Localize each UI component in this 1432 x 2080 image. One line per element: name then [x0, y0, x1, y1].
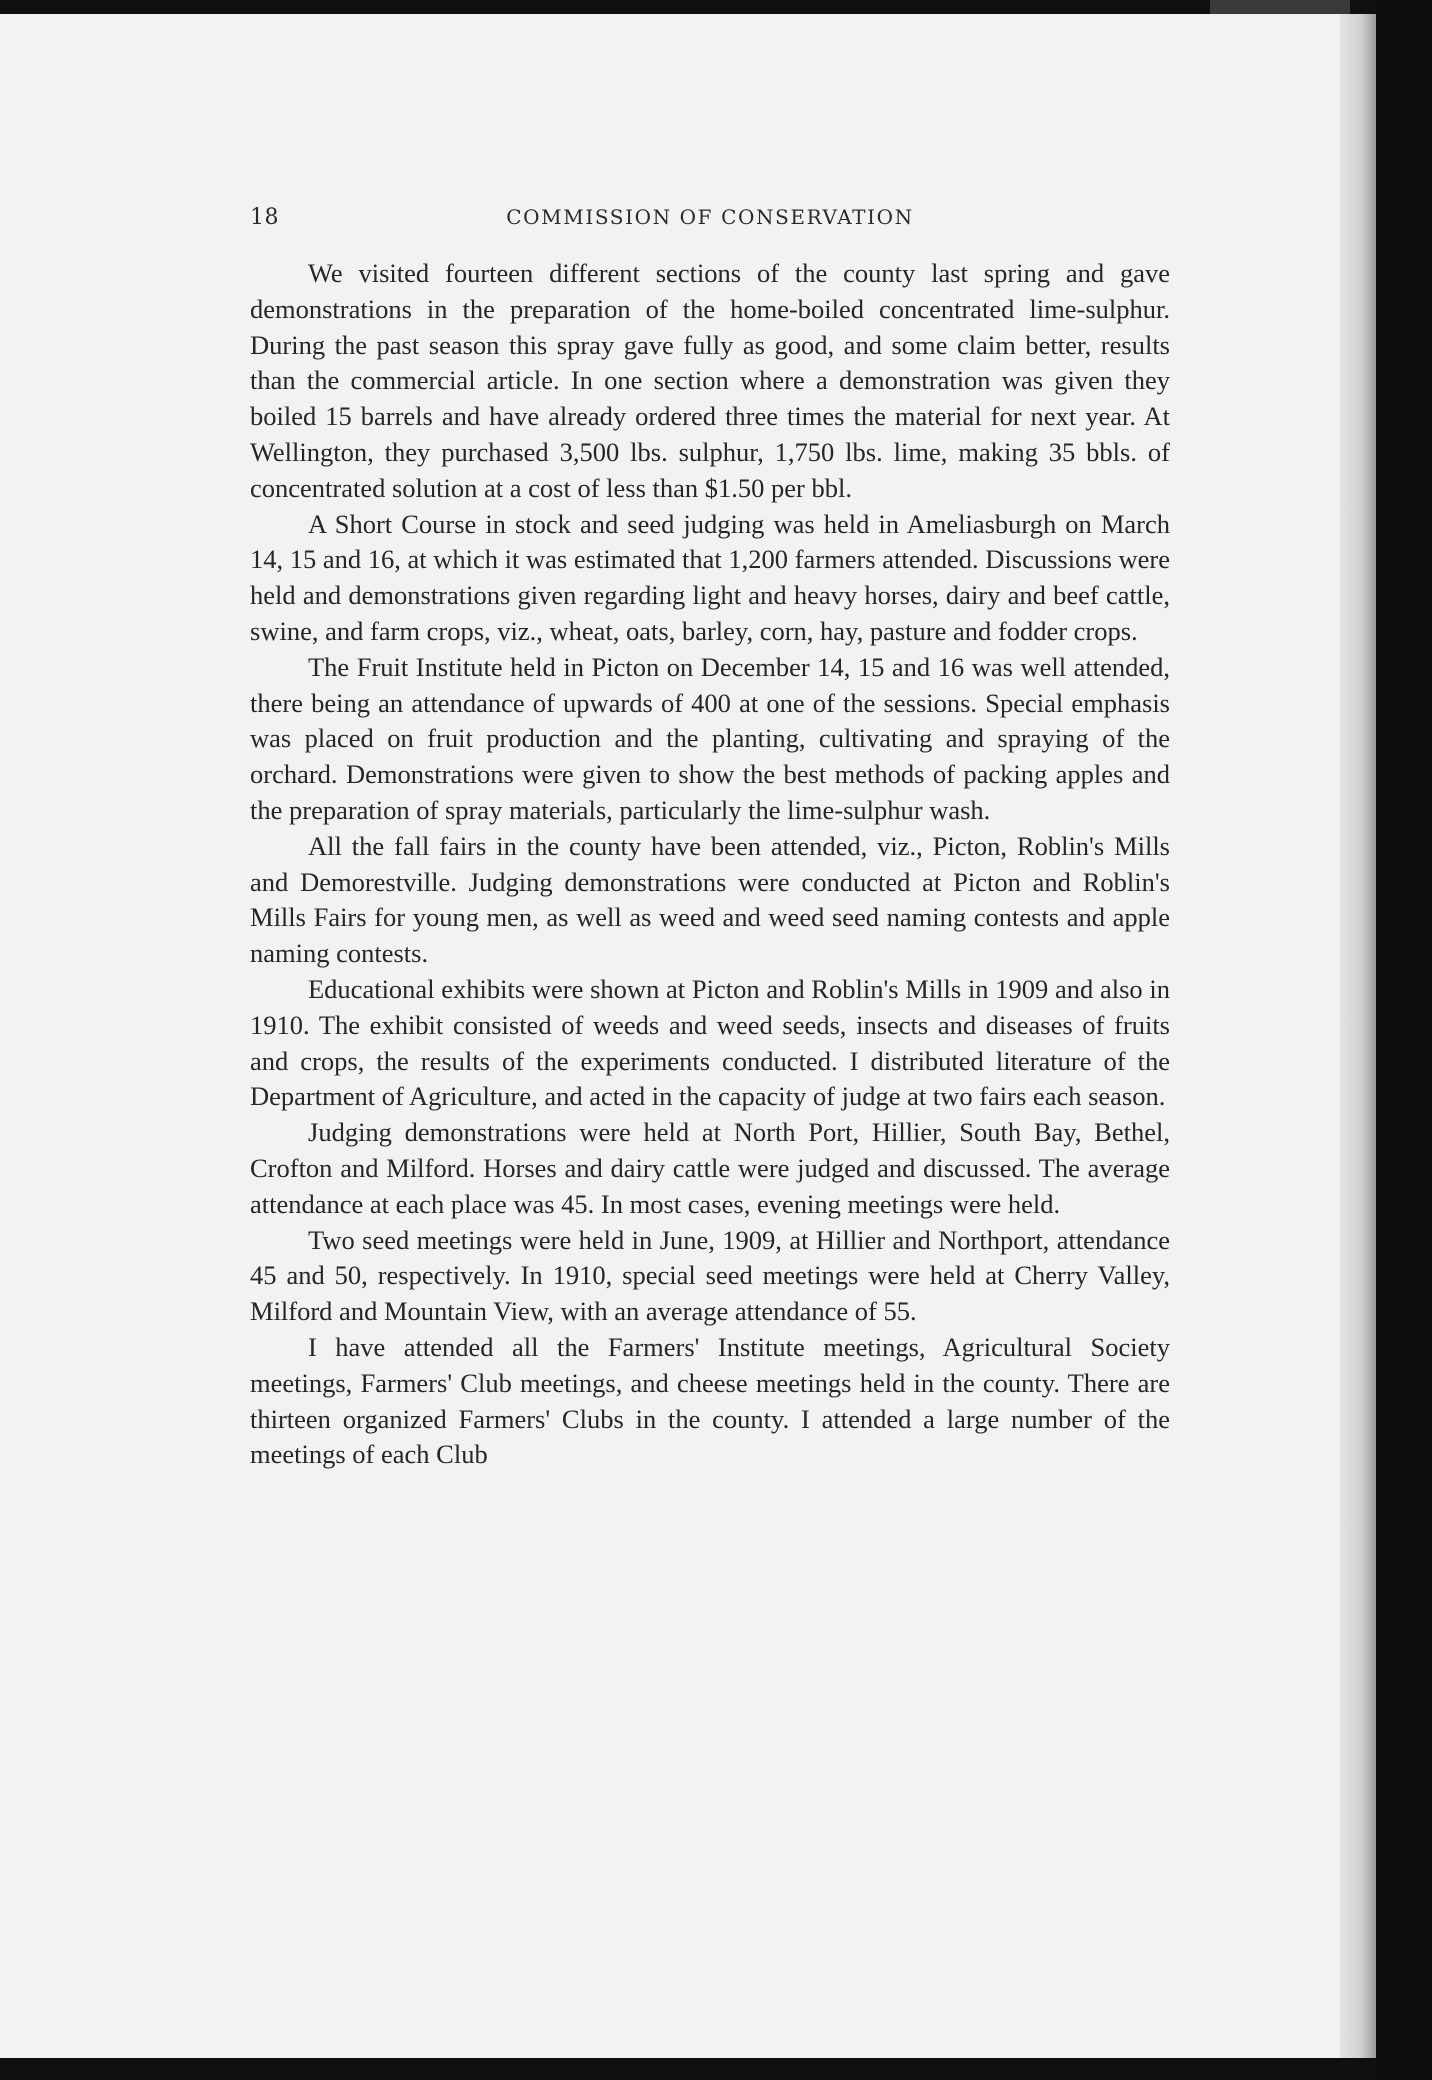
paragraph-seed-meetings: Two seed meetings were held in June, 1909, at Hillier and Northport, attendance 45 and 50, respectively. In 1910, special seed meetings were held at Cherry Valley, Milford and Mountain View, with an average attendance of 55. — [250, 1224, 1170, 1327]
paragraph-lime-sulphur: We visited fourteen different sections of the county last spring and gave demonstrations in the preparation of the home-boiled concentrated lime-sulphur. During the past season this spray gave fully as good, and some claim better, results than the commercial article. In one section where a demonstration was given they boiled 15 barrels and have already ordered three times the material for next year. At Wellington, they purchased 3,500 lbs. sulphur, 1,750 lbs. lime, making 35 bbls. of concentrated solution at a cost of less than $1.50 per bbl. — [250, 258, 1170, 503]
paragraph-fall-fairs: All the fall fairs in the county have been attended, viz., Picton, Roblin's Mills and Demorestville. Judging demonstrations were conducted at Picton and Roblin's Mills Fairs for young men, as well as weed and weed seed naming contests and apple naming contests. — [250, 830, 1170, 969]
running-head-title: COMMISSION OF CONSERVATION — [506, 205, 914, 229]
scan-right-border — [1376, 0, 1432, 2080]
paragraph-educational-exhibits: Educational exhibits were shown at Picton and Roblin's Mills in 1909 and also in 1910. The exhibit consisted of weeds and weed seeds, insects and diseases of fruits and crops, the results of the experiments conducted. I distributed literature of the Department of Agriculture, and acted in the capacity of judge at two fairs each season. — [250, 973, 1170, 1112]
running-head — [250, 205, 1170, 241]
paragraph-judging-demonstrations: Judging demonstrations were held at North Port, Hillier, South Bay, Bethel, Crofton and Milford. Horses and dairy cattle were judged and discussed. The average attendance at each place was 45. In most cases, evening meetings were held. — [250, 1117, 1170, 1219]
paragraph-farmers-meetings: I have attended all the Farmers' Institute meetings, Agricultural Society meetings, Farmers' Club meetings, and cheese meetings held in the county. There are thirteen organized Farmers' Clubs in the county. I attended a large number of the meetings of each Club — [250, 1331, 1170, 1470]
scan-top-strip — [1210, 0, 1350, 14]
paragraph-short-course: A Short Course in stock and seed judging was held in Ameliasburgh on March 14, 15 and 16, at which it was estimated that 1,200 farmers attended. Discussions were held and demonstrations given regarding light and heavy horses, dairy and beef cattle, swine, and farm crops, viz., wheat, oats, barley, corn, hay, pasture and fodder crops. — [250, 508, 1170, 646]
page-edge-shadow — [1340, 14, 1376, 2058]
paragraph-fruit-institute: The Fruit Institute held in Picton on December 14, 15 and 16 was well attended, there being an attendance of upwards of 400 at one of the sessions. Special emphasis was placed on fruit production and the planting, cultivating and spraying of the orchard. Demonstrations were given to show the best methods of packing apples and the preparation of spray materials, particularly the lime-sulphur wash. — [250, 651, 1170, 825]
body-text — [250, 256, 1170, 1473]
page-number: 18 — [250, 205, 279, 230]
